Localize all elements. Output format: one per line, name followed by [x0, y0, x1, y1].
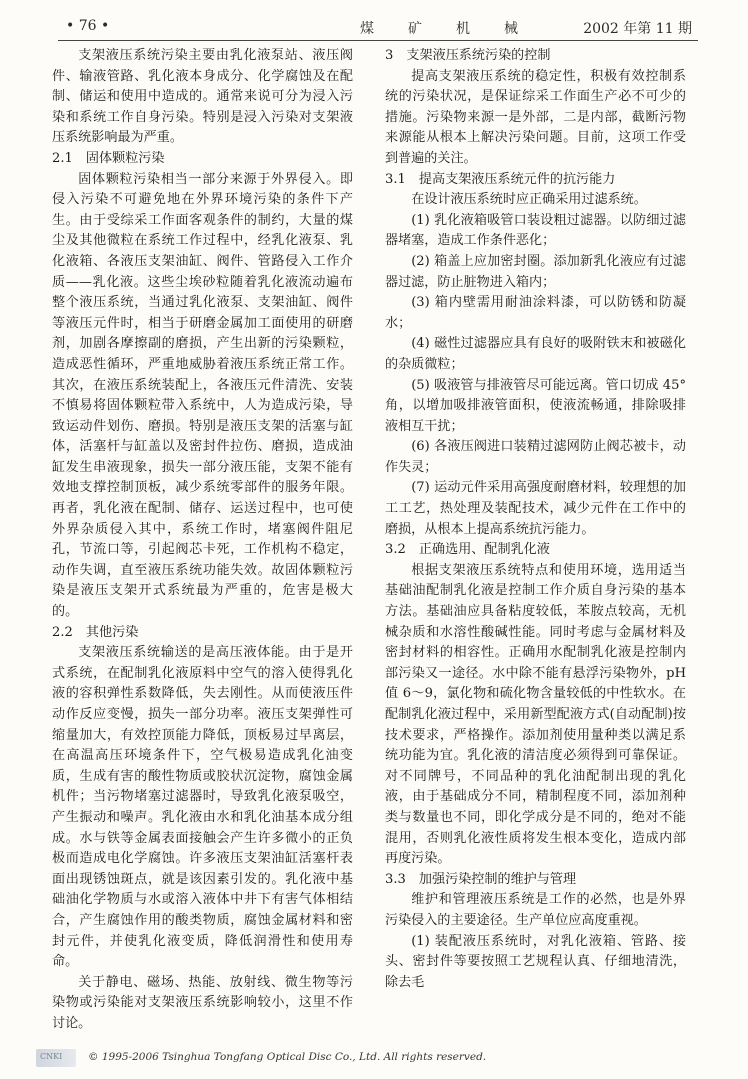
cnki-logo-icon: CNKI: [36, 1049, 76, 1067]
section-heading: 3.1 提高支架液压系统元件的抗污能力: [385, 171, 616, 187]
paragraph: 维护和管理液压系统是工作的必然，也是外界污染侵入的主要途径。生产单位应高度重视。: [385, 892, 686, 928]
paragraph: 固体颗粒污染相当一部分来源于外界侵入。即侵入污染不可避免地在外界环境污染的条件下产生。由于受综采工作面客观条件的制约，大量的煤尘及其他微粒在系统工作过程中，经乳化液泵、乳化液箱、各液压支架油缸、阀件、管路侵入工作介质——乳化液。这些尘埃砂粒随着乳化液流动遍布整个液压系统，当通过乳化液泵、支架油缸、阀件等液压元件时，相当于研磨金属加工面使用的研磨剂，加剧各摩擦副的磨损，产生出新的污染颗粒，造成恶性循环，严重地威胁着液压系统正常工作。其次，在液压系统装配上，各液压元件清洗、安装不慎易将固体颗粒带入系统中，人为造成污染，导致运动件划伤、磨损。特别是液压支架的活塞与缸体，活塞杆与缸盖以及密封件拉伤、磨损，造成油缸发生串液现象，损失一部分液压能，支架不能有效地支撑控制顶板，减少系统零部件的服务年限。再者，乳化液在配制、储存、运送过程中，也可使外界杂质侵入其中，系统工作时，堵塞阀件阻尼孔，节流口等，引起阀芯卡死，工作机构不稳定，动作失调，直至液压系统功能失效。故固体颗粒污染是液压支架开式系统最为严重的，危害是极大的。: [52, 171, 353, 620]
paragraph: (3) 箱内壁需用耐油涂料漆，可以防锈和防凝水；: [385, 295, 686, 331]
paragraph: (7) 运动元件采用高强度耐磨材料，较理想的加工工艺，热处理及装配技术，减少元件在工作中的磨损，从根本上提高系统抗污能力。: [385, 480, 686, 537]
paragraph: 支架液压系统污染主要由乳化液泵站、液压阀件、输液管路、乳化液本身成分、化学腐蚀及在配制、储运和使用中造成的。通常来说可分为浸入污染和系统工作自身污染。特别是浸入污染对支架液压系统影响最为严重。: [52, 48, 353, 146]
footer: [36, 1049, 726, 1071]
paragraph: (1) 装配液压系统时，对乳化液箱、管路、接头、密封件等要按照工艺规程认真、仔细地清洗，除去毛: [385, 933, 686, 990]
section-heading: 2.2 其他污染: [52, 624, 139, 640]
paragraph: 关于静电、磁场、热能、放射线、微生物等污染物或污染能对支架液压系统影响较小，这里不作讨论。: [52, 974, 353, 1031]
running-header: [58, 16, 698, 38]
section-heading: 3.3 加强污染控制的维护与管理: [385, 871, 577, 887]
left-column: [52, 46, 353, 1035]
section-heading: 2.1 固体颗粒污染: [52, 150, 165, 166]
paragraph: 在设计液压系统时应正确采用过滤系统。: [411, 192, 647, 208]
section-heading: 3.2 正确选用、配制乳化液: [385, 542, 550, 558]
page-number: • 76 •: [66, 18, 110, 34]
paragraph: (2) 箱盖上应加密封圈。添加新乳化液应有过滤器过滤，防止脏物进入箱内；: [385, 253, 686, 290]
paragraph: 根据支架液压系统特点和使用环境，选用适当基础油配制乳化液是控制工作介质自身污染的基本方法。基础油应具备粘度较低，苯胺点较高，无机械杂质和水溶性酸碱性能。同时考虑与金属材料及密封材料的相容性。正确用水配制乳化液是控制内部污染又一途径。水中除不能有悬浮污染物外，pH 值 6～9，氯化物和硫化物含量较低的中性软水。在配制乳化液过程中，采用新型配液方式(自动配制)按技术要求，严格操作。添加剂使用量种类以满足系统功能为宜。乳化液的清洁度必须得到可靠保证。对不同牌号，不同品种的乳化油配制出现的乳化液，由于基础成分不同，精制程度不同，添加剂种类与数量也不同，即化学成分是不同的，绝对不能混用，否则乳化液性质将发生根本变化，造成内部再度污染。: [385, 562, 686, 867]
journal-title: 煤矿机械: [360, 21, 552, 37]
issue-info: 2002 年第 11 期: [583, 21, 692, 37]
paragraph: (1) 乳化液箱吸管口装设粗过滤器。以防细过滤器堵塞，造成工作条件恶化；: [385, 212, 686, 249]
header-rule: [58, 40, 698, 41]
paragraph: 支架液压系统输送的是高压液体能。由于是开式系统，在配制乳化液原料中空气的溶入使得乳化液的容积弹性系数降低，失去刚性。从而使液压件动作反应变慢，损失一部分功率。液压支架弹性可缩量加大，有效控顶能力降低，顶板易过早离层，在高温高压环境条件下，空气极易造成乳化油变质，生成有害的酸性物质或胶状沉淀物，腐蚀金属机件；当污物堵塞过滤器时，导致乳化液泵吸空，产生振动和噪声。乳化液由水和乳化油基本成分组成。水与铁等金属表面接触会产生许多微小的正负极而造成电化学腐蚀。许多液压支架油缸活塞杆表面出现锈蚀斑点，就是该因素引发的。乳化液中基础油化学物质与水或溶入液体中井下有害气体相结合，产生腐蚀作用的酸类物质，腐蚀金属材料和密封元件，并使乳化液变质，降低润滑性和使用寿命。: [52, 645, 353, 970]
copyright-notice: © 1995-2006 Tsinghua Tongfang Optical Disc Co., Ltd. All rights reserved.: [88, 1051, 487, 1063]
right-column: [385, 46, 686, 993]
paragraph: 提高支架液压系统的稳定性，积极有效控制系统的污染状况，是保证综采工作面生产必不可少的措施。污染物来源一是外部，二是内部，截断污物来源能从根本上解决污染问题。目前，这项工作受到普遍的关注。: [385, 68, 686, 166]
paragraph: (5) 吸液管与排液管尽可能远离。管口切成 45°角，以增加吸排液管面积，使液流畅通，排除吸排液相互干扰；: [385, 377, 686, 434]
paragraph: (6) 各液压阀进口装精过滤网防止阀芯被卡，动作失灵；: [385, 439, 686, 475]
section-heading: 3 支架液压系统污染的控制: [385, 48, 551, 63]
paragraph: (4) 磁性过滤器应具有良好的吸附铁末和被磁化的杂质微粒；: [385, 336, 686, 372]
